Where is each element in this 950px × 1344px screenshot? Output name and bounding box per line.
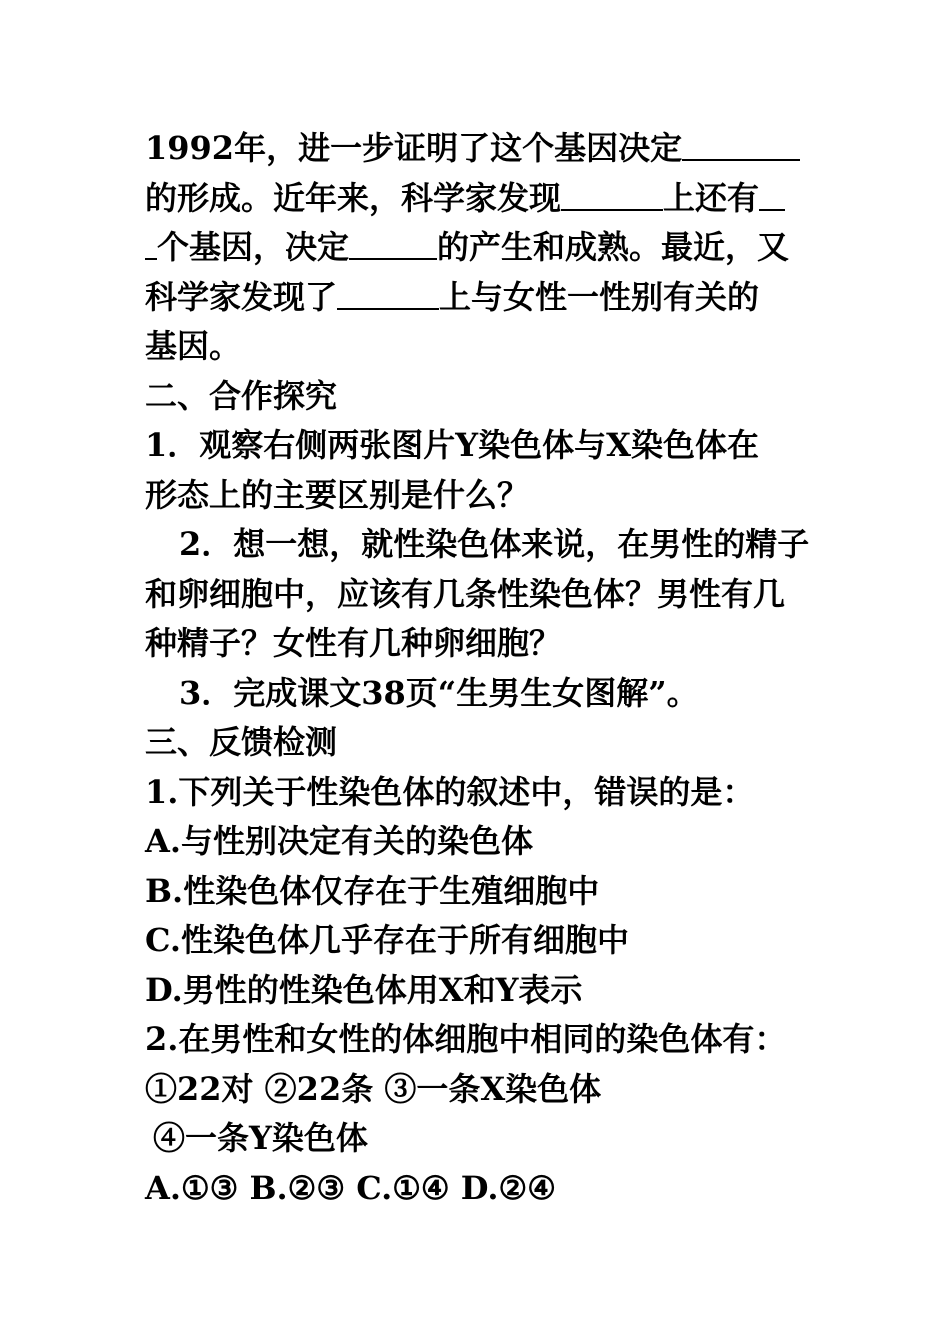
test-2-question: 2.在男性和女性的体细胞中相同的染色体有： <box>145 1020 787 1058</box>
text-line-4 <box>145 273 845 323</box>
section-heading-feedback: 三、反馈检测 <box>145 723 338 761</box>
text: 上与女性一性别有关的 <box>439 277 760 316</box>
fill-blank <box>145 228 157 260</box>
test-1-question: 1.下列关于性染色体的叙述中，错误的是： <box>145 772 755 811</box>
test-2-items-1: ①22对 ②22条 ③一条X染色体 <box>145 1069 602 1108</box>
text-line-3 <box>145 223 845 273</box>
fill-blank <box>349 228 437 260</box>
question-1-line-2: 形态上的主要区别是什么？ <box>145 475 530 514</box>
test-2-items-2: ④一条Y染色体 <box>153 1119 368 1157</box>
fill-blank <box>759 179 785 211</box>
text-line-5: 基因。 <box>145 327 242 365</box>
text: 的形成。近年来，科学家发现 <box>145 178 562 217</box>
section-heading-cooperation: 二、合作探究 <box>145 376 338 415</box>
text-line-2 <box>145 174 845 224</box>
text: 个基因，决定 <box>157 228 350 266</box>
question-1-line-1: 1．观察右侧两张图片Y染色体与X染色体在 <box>145 426 759 464</box>
test-2-answers: A.①③ B.②③ C.①④ D.②④ <box>145 1168 556 1207</box>
question-2-line-2: 和卵细胞中，应该有几条性染色体？男性有几 <box>145 574 786 613</box>
text: 的产生和成熟。最近，又 <box>437 228 790 266</box>
text: 上还有 <box>663 178 760 217</box>
fill-blank <box>561 179 663 211</box>
fill-blank <box>682 129 800 161</box>
question-3: 3．完成课文38页“生男生女图解”。 <box>179 673 699 712</box>
text: 1992年，进一步证明了这个基因决定 <box>145 129 683 167</box>
test-1-option-c: C.性染色体几乎存在于所有细胞中 <box>145 921 630 959</box>
text-line-1 <box>145 124 845 174</box>
question-2-line-1: 2．想一想，就性染色体来说，在男性的精子 <box>179 525 810 563</box>
test-1-option-b: B.性染色体仅存在于生殖细胞中 <box>145 871 600 910</box>
document-page <box>145 124 845 1213</box>
test-1-option-d: D.男性的性染色体用X和Y表示 <box>145 970 583 1009</box>
text: 科学家发现了 <box>145 277 338 316</box>
fill-blank <box>337 278 439 310</box>
question-2-line-3: 种精子？女性有几种卵细胞？ <box>145 624 562 662</box>
test-1-option-a: A.与性别决定有关的染色体 <box>145 822 533 860</box>
